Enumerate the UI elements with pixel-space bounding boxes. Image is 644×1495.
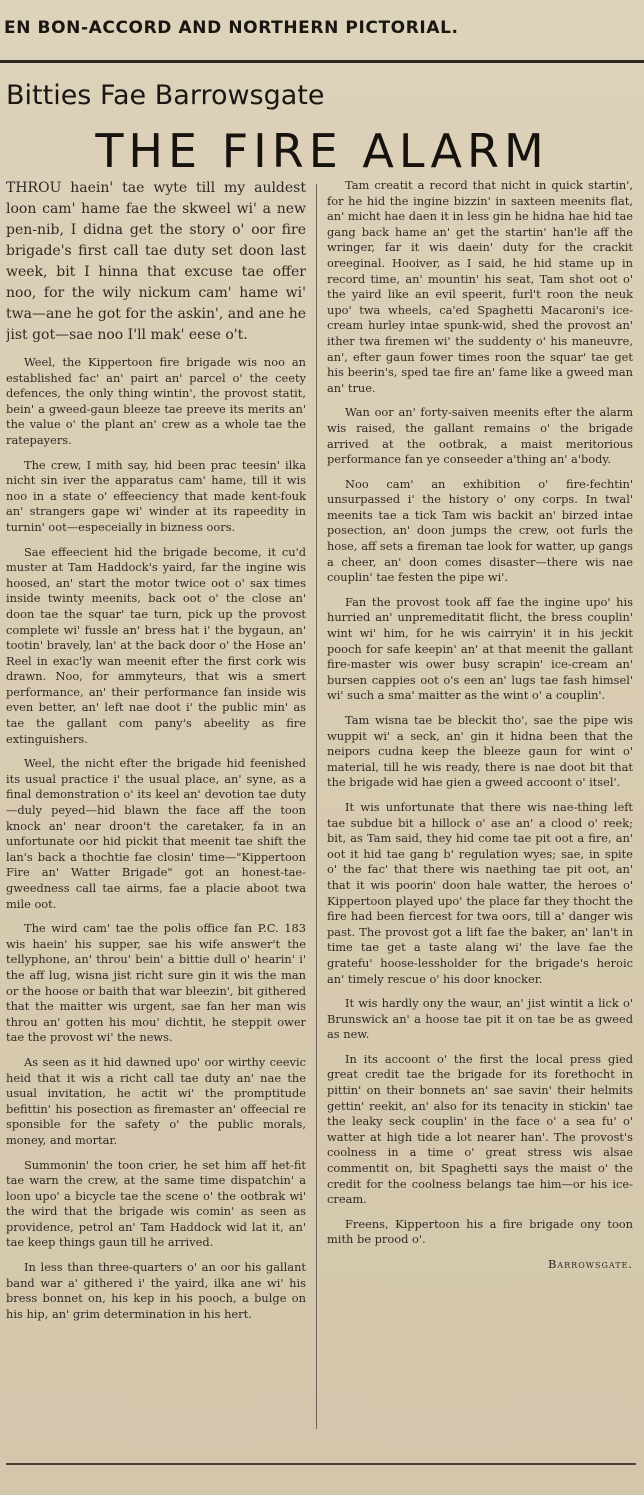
right-column: [327, 178, 633, 1448]
masthead: EN BON-ACCORD AND NORTHERN PICTORIAL.: [4, 18, 459, 38]
paragraph: It wis hardly ony the waur, an' jist wintit a lick o' Brunswick an' a hoose tae pit it on tae be as gweed as new.: [327, 996, 633, 1042]
masthead-rule: [0, 60, 644, 63]
paragraph: It wis unfortunate that there wis nae-thing left tae subdue bit a hillock o' ase an' a clood o' reek; bit, as Tam said, they hid come tae pit oot a fire, an' oot it hid tae gang b' regulation wyes; sae, in spite o' the fac' that there wis naething tae pit oot, an' that it wis poorin' doon hale watter, the heroes o' Kippertoon played upo' the place far they thocht the fire had been fiercest for twa oors, till a' danger wis past. The provost got a lift fae the baker, an' lan't in time tae get a taste alang wi' the lave fae the gratefu' hoose-lessholder for the brigade's heroic an' timely rescue o' his door knocker.: [327, 799, 633, 986]
paragraph: Weel, the nicht efter the brigade hid feenished its usual practice i' the usual place, an' syne, as a final demonstration o' its keel an' devotion tae duty—duly peyed—hid blawn the face aff the toon knock an' near droon't the caretaker, fa in an unfortunate oor hid pickit that meenit tae shift the lan's back a thochtie fae closin' time—"Kippertoon Fire an' Watter Brigade" got an honest-tae-gweedness call tae airms, fae a placie aboot twa mile oot.: [6, 756, 306, 911]
paragraph: Sae effeecient hid the brigade become, it cu'd muster at Tam Haddock's yaird, far the ingine wis hoosed, an' start the motor twice oot o' sax times inside twinty meenits, back oot o' the close an' doon tae the squar' tae turn, pick up the provost complete wi' fussle an' bress hat i' the bygaun, an' tootin' bravely, lan' at the back door o' the Hose an' Reel in exac'ly wan meenit efter the first cork wis drawn. Noo, for ammyteurs, that wis a smert performance, an' their performance fan inside wis even better, an' left nae doot i' the public min' as tae the gallant com pany's abeelity as fire extinguishers.: [6, 544, 306, 746]
column-divider: [316, 184, 317, 1429]
first-paragraph: THROU haein' tae wyte till my auldest loon cam' hame fae the skweel wi' a new pen-nib, I didna get the story o' oor fire brigade's first call tae duty set doon last week, bit I hinna that excuse tae offer noo, for the wily nickum cam' hame wi' twa—ane he got for the askin', and ane he jist got—sae noo I'll mak' eese o't.: [6, 180, 306, 343]
headline: THE FIRE ALARM: [95, 124, 549, 178]
left-column: [6, 178, 306, 1448]
bottom-rule: [6, 1463, 636, 1465]
paragraph: As seen as it hid dawned upo' oor wirthy ceevic heid that it wis a richt call tae duty an' nae the usual invitation, he actit wi' the promptitude befittin' his posection as firemaster an' offeecial re sponsible for the safety o' the public morals, money, and mortar.: [6, 1054, 306, 1147]
paragraph: Wan oor an' forty-saiven meenits efter the alarm wis raised, the gallant remains o' the brigade arrived at the ootbrak, a maist meritorious performance fan ye conseeder a'thing an' a'body.: [327, 405, 633, 467]
paragraph: The wird cam' tae the polis office fan P.C. 183 wis haein' his supper, sae his wife answer't the tellyphone, an' throu' bein' a bittie dull o' hearin' i' the aff lug, wisna jist richt sure gin it wis the man or the hoose or baith that war bleezin', bit githered that the maitter wis urgent, sae fan her man wis throu an' gotten his mou' dichtit, he steppit ower tae the provost wi' the news.: [6, 921, 306, 1045]
paragraph: Fan the provost took aff fae the ingine upo' his hurried an' unpremeditatit flicht, the bress couplin' wint wi' him, for he wis cairryin' it in his jeckit pooch for safe keepin' an' at that meenit the gallant fire-master wis ower busy scrapin' ice-cream an' bursen cappies oot o's een an' lugs tae fash himsel' wi' such a sma' maitter as the wint o' a couplin'.: [327, 594, 633, 703]
paragraph: Weel, the Kippertoon fire brigade wis noo an established fac' an' pairt an' parcel o' the ceety defences, the only thing wintin', the provost statit, bein' a gweed-gaun bleeze tae preeve its merits an' the value o' the plant an' crew as a whole tae the ratepayers.: [6, 355, 306, 447]
column-title: Bitties Fae Barrowsgate: [6, 80, 325, 111]
paragraph: Tam wisna tae be bleckit tho', sae the pipe wis wuppit wi' a seck, an' gin it hidna been that the neipors cudna keep the bleeze gaun for wint o' material, till he wis ready, there is nae doot bit that the brigade wid hae gien a gweed accoont o' itsel'.: [327, 713, 633, 790]
paragraph: Summonin' the toon crier, he set him aff het-fit tae warn the crew, at the same time dispatchin' a loon upo' a bicycle tae the scene o' the ootbrak wi' the wird that the brigade wis comin' as seen as providence, petrol an' Tam Haddock wid lat it, an' tae keep things gaun till he arrived.: [6, 1157, 306, 1250]
paragraph: Freens, Kippertoon his a fire brigade ony toon mith be prood o'.: [327, 1216, 633, 1247]
paragraph: The crew, I mith say, hid been prac teesin' ilka nicht sin iver the apparatus cam' hame, till it wis noo in a state o' effeeciency that made kent-fouk an' strangers gape wi' winder at its rapeedity in turnin' oot—especeially in bizness oors.: [6, 457, 306, 534]
paragraph: Tam creatit a record that nicht in quick startin', for he hid the ingine bizzin' in saxteen meenits flat, an' micht hae daen it in less gin he hidna hae hid tae gang back hame an' get the startin' han'le aff the wringer, far it wis daein' duty for the crackit oreeginal. Hooiver, as I said, he hid stame up in record time, an' mountin' his seat, Tam shot oot o' the yaird like an evil speerit, furl't roon the neuk upo' twa wheels, ca'ed Spaghetti Macaroni's ice-cream hurley intae spunk-wid, shed the provost an' ither twa firemen wi' the suddenty o' his maneuvre, an', efter gaun fower times roon the squar' tae get his beerin's, sped tae fire an' fame like a gweed man an' true.: [327, 178, 633, 395]
paragraph: In less than three-quarters o' an oor his gallant band war a' githered i' the yaird, ilka ane wi' his bress bonnet on, his kep in his pooch, a bulge on his hip, an' grim determination in his hert.: [6, 1260, 306, 1321]
paragraph: In its accoont o' the first the local press gied great credit tae the brigade for its forethocht in pittin' on their bonnets an' sae savin' their helmits gettin' reekit, an' also for its tenacity in stickin' tae the leaky seck couplin' in the face o' a sea fu' o' watter at high tide a lot nearer han'. The provost's coolness in a time o' great stress wis alsae commentit on, bit Spaghetti says the maist o' the credit for the coolness belangs tae him—or his ice-cream.: [327, 1051, 633, 1207]
paragraph: Noo cam' an exhibition o' fire-fechtin' unsurpassed i' the history o' ony corps. In twal' meenits tae a tick Tam wis backit an' birzed intae posection, an' doon jumps the crew, oot furls the hose, aff sets a fireman tae look for watter, up gangs a cheer, an' doon comes disaster—there wis nae couplin' tae festen the pipe wi'.: [327, 476, 633, 585]
author-signature: Barrowsgate.: [548, 1257, 633, 1271]
